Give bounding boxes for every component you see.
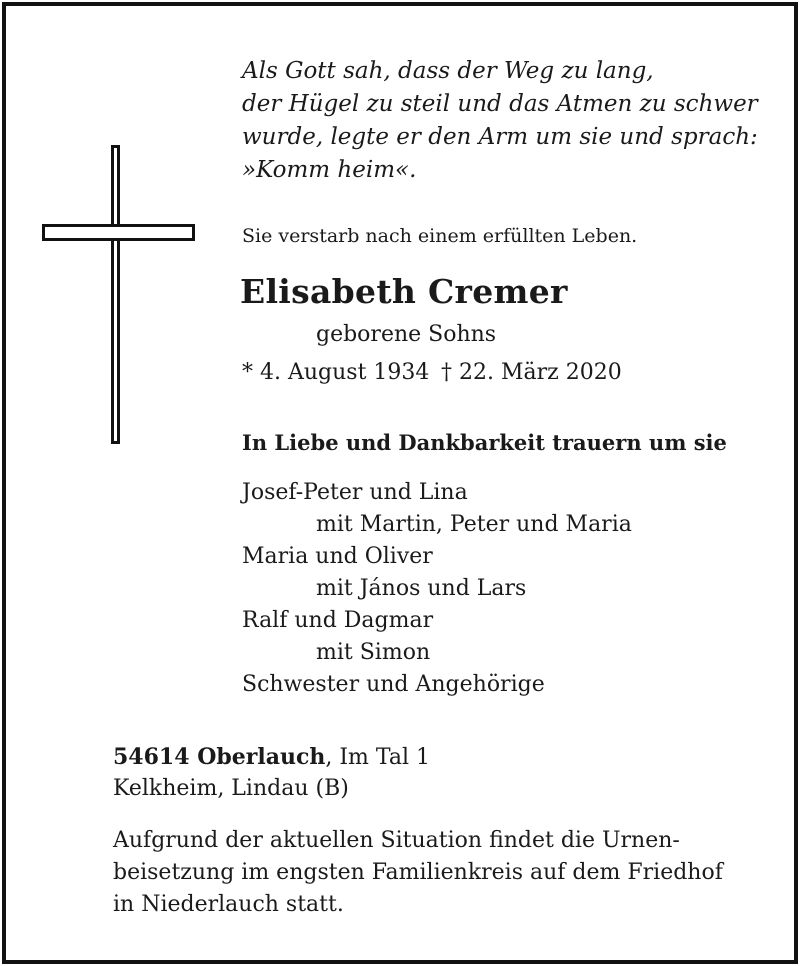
mourner-item: Schwester und Angehörige (242, 672, 545, 697)
address-places: Kelkheim, Lindau (B) (113, 776, 349, 801)
birth-date: * 4. August 1934 (242, 360, 430, 385)
poem-line: »Komm heim«. (242, 157, 417, 183)
deceased-name: Elisabeth Cremer (240, 272, 568, 311)
intro-text: Sie verstarb nach einem erfüllten Leben. (242, 225, 638, 247)
poem-line: wurde, legte er den Arm um sie und sprach: (242, 124, 758, 150)
mourner-item: Maria und Oliver (242, 544, 433, 569)
address-street: , Im Tal 1 (325, 745, 430, 770)
death-date: † 22. März 2020 (441, 360, 622, 385)
mourner-item: mit Martin, Peter und Maria (316, 512, 632, 537)
poem-line: der Hügel zu steil und das Atmen zu schwer (242, 91, 758, 117)
mourner-item: Ralf und Dagmar (242, 608, 434, 633)
address-city: 54614 Oberlauch (113, 744, 326, 770)
notice-line: beisetzung im engsten Familienkreis auf dem Friedhof (113, 860, 723, 885)
mourner-item: mit Simon (316, 640, 431, 665)
poem-line: Als Gott sah, dass der Weg zu lang, (242, 58, 654, 84)
address-line (113, 744, 430, 770)
birth-name: geborene Sohns (316, 322, 497, 347)
mourner-item: Josef-Peter und Lina (242, 480, 468, 505)
mourning-heading: In Liebe und Dankbarkeit trauern um sie (242, 430, 727, 455)
notice-line: in Niederlauch statt. (113, 892, 344, 917)
notice-line: Aufgrund der aktuellen Situation findet die Urnen- (113, 828, 680, 853)
mourner-item: mit János und Lars (316, 576, 527, 601)
